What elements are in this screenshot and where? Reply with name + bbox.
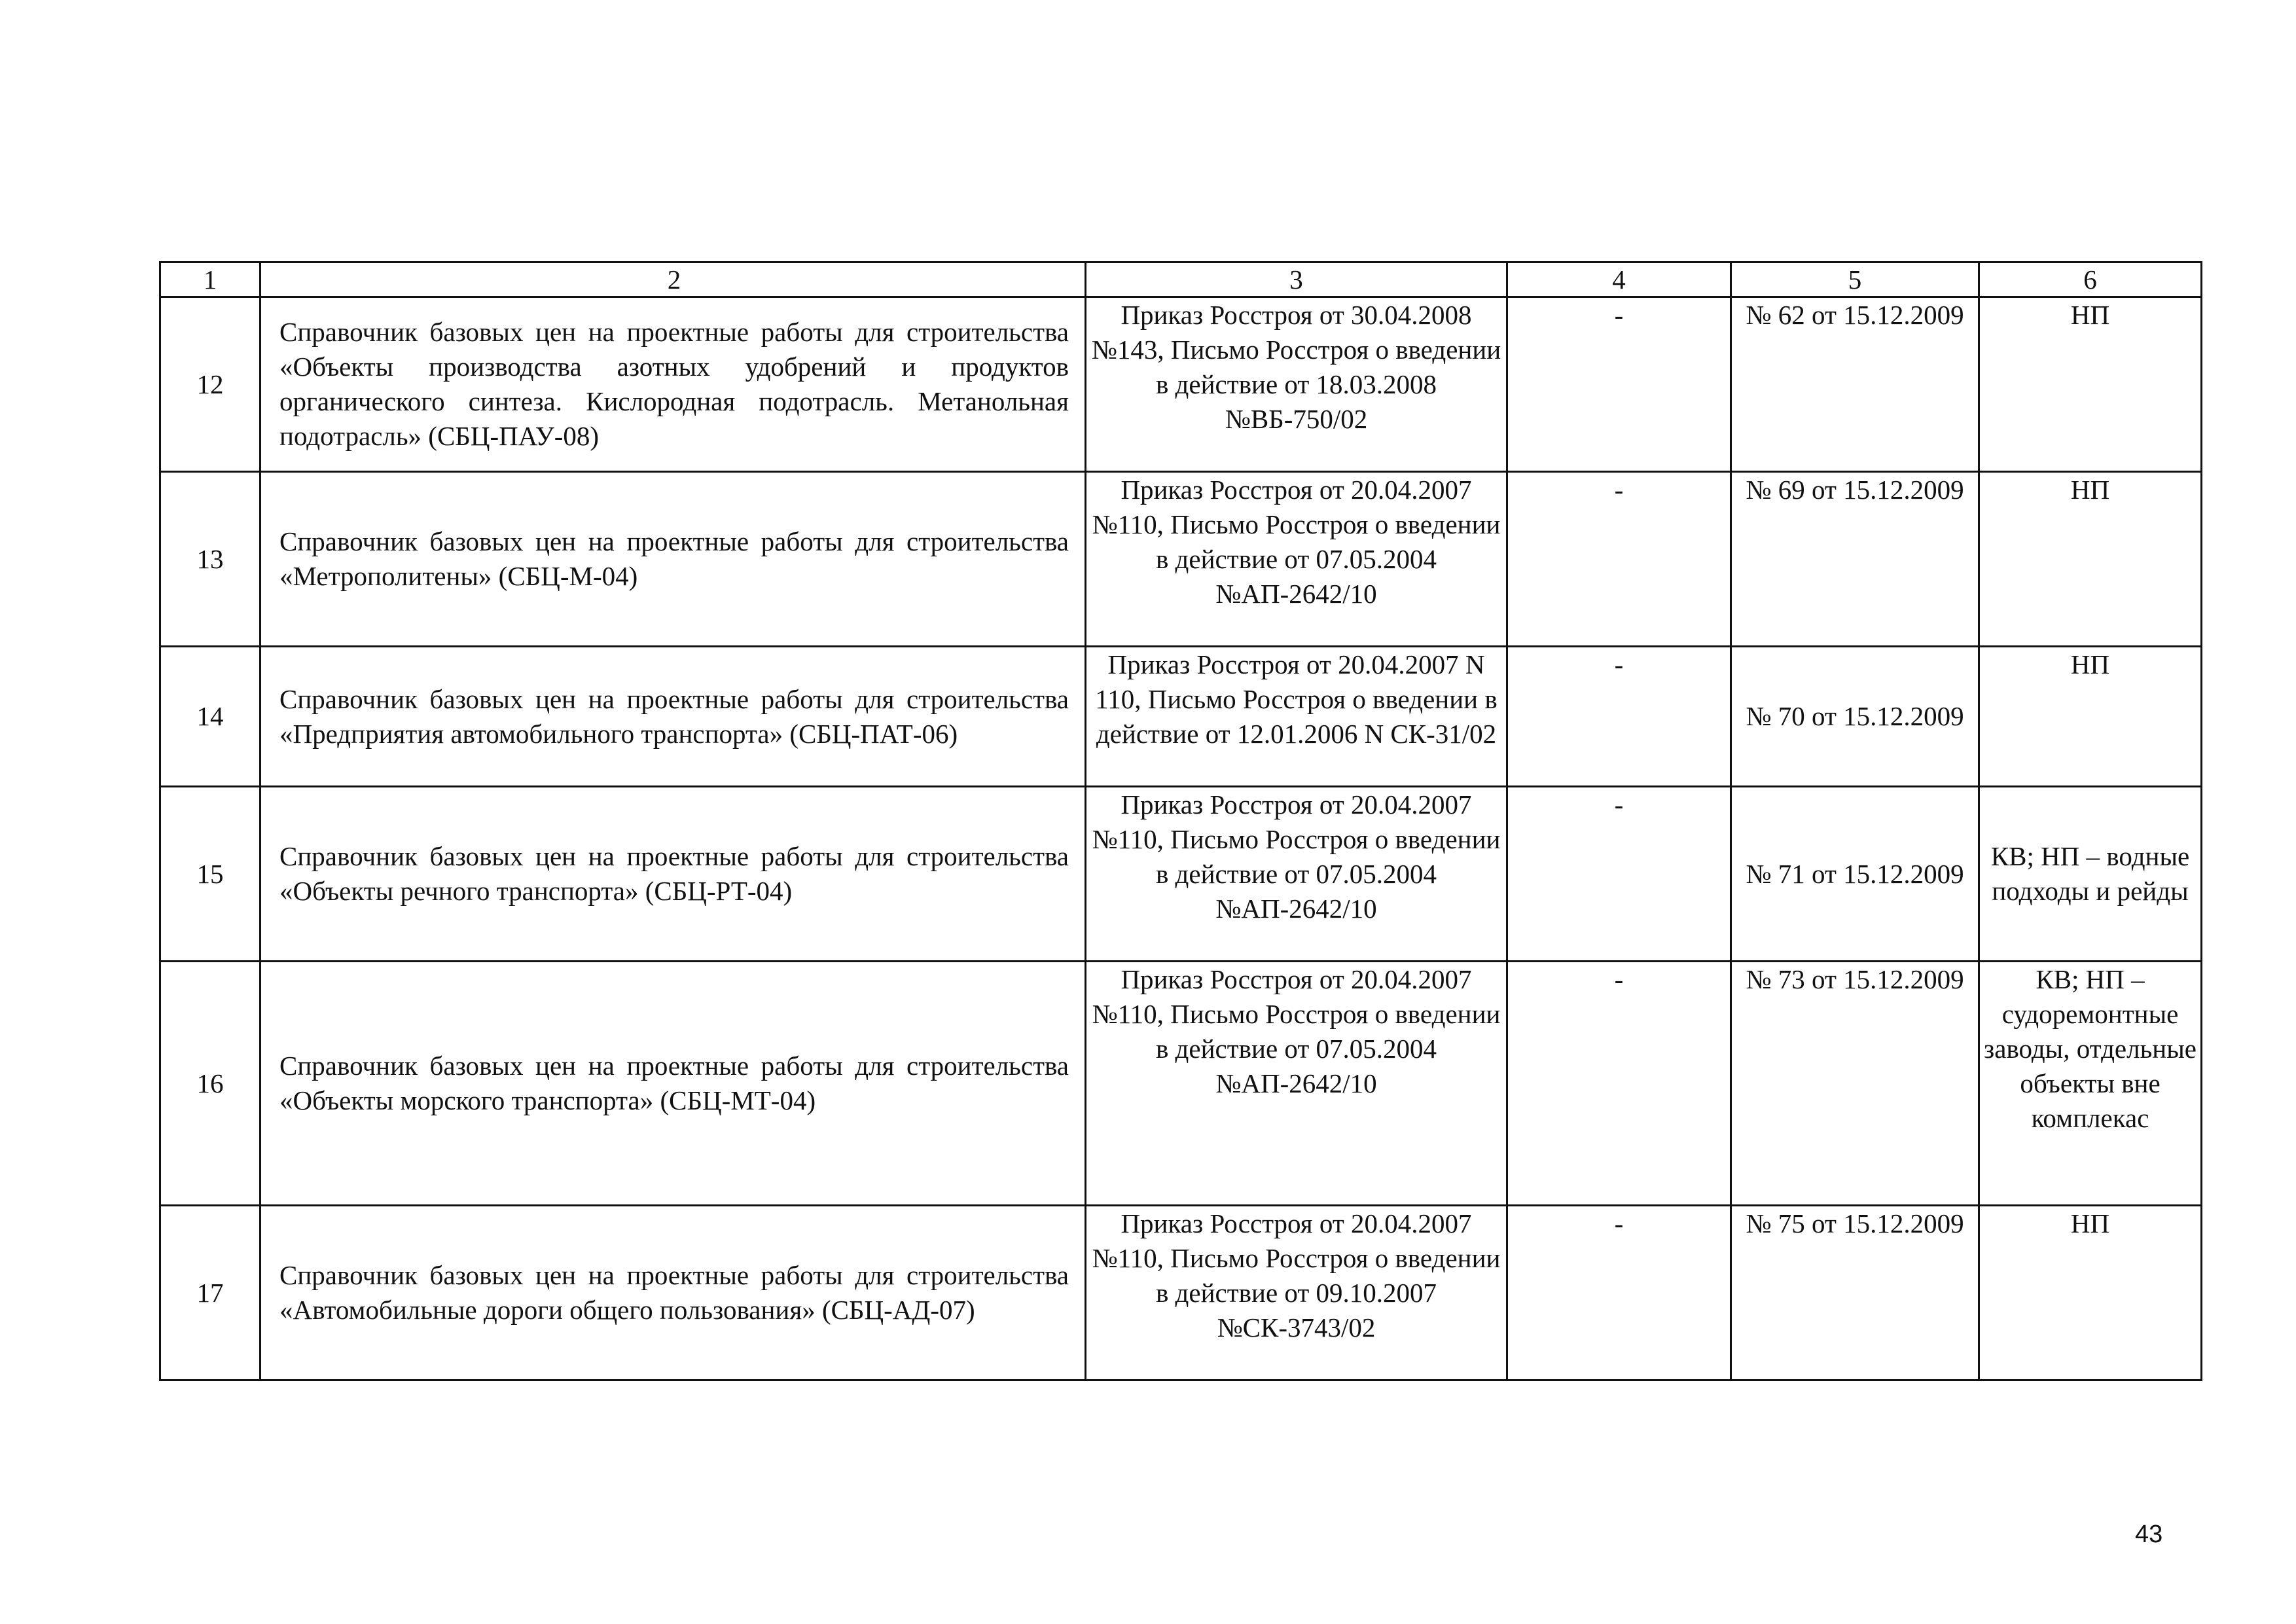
table-row [160,647,2202,787]
note: НП [1979,647,2202,787]
note: НП [1979,297,2202,472]
note: НП [1979,1206,2202,1380]
page-number: 43 [2135,1521,2163,1548]
letter-ref: № 62 от 15.12.2009 [1731,297,1979,472]
table-header-row [160,262,2202,297]
letter-ref: № 71 от 15.12.2009 [1731,787,1979,962]
column-header: 2 [260,262,1086,297]
col4-value: - [1507,1206,1731,1380]
row-number: 17 [160,1206,260,1380]
row-number: 15 [160,787,260,962]
reference-title: Справочник базовых цен на проектные работы для строительства «Автомобильные дороги общего пользования» (СБЦ-АД-07) [260,1206,1086,1380]
letter-ref: № 69 от 15.12.2009 [1731,472,1979,647]
registry-table [159,261,2202,1381]
note: КВ; НП – судоремонтные заводы, отдельные объекты вне комплекас [1979,962,2202,1206]
col4-value: - [1507,647,1731,787]
order-details: Приказ Росстроя от 20.04.2007 №110, Письмо Росстроя о введении в действие от 07.05.2004 №АП-2642/10 [1086,472,1507,647]
col4-value: - [1507,472,1731,647]
column-header: 4 [1507,262,1731,297]
row-number: 14 [160,647,260,787]
order-details: Приказ Росстроя от 30.04.2008 №143, Письмо Росстроя о введении в действие от 18.03.2008 №ВБ-750/02 [1086,297,1507,472]
letter-ref: № 70 от 15.12.2009 [1731,647,1979,787]
col4-value: - [1507,297,1731,472]
column-header: 3 [1086,262,1507,297]
order-details: Приказ Росстроя от 20.04.2007 №110, Письмо Росстроя о введении в действие от 09.10.2007 №СК-3743/02 [1086,1206,1507,1380]
column-header: 6 [1979,262,2202,297]
reference-title: Справочник базовых цен на проектные работы для строительства «Объекты речного транспорта» (СБЦ-РТ-04) [260,787,1086,962]
reference-title: Справочник базовых цен на проектные работы для строительства «Предприятия автомобильного транспорта» (СБЦ-ПАТ-06) [260,647,1086,787]
note: КВ; НП – водные подходы и рейды [1979,787,2202,962]
reference-title: Справочник базовых цен на проектные работы для строительства «Метрополитены» (СБЦ-М-04) [260,472,1086,647]
column-header: 5 [1731,262,1979,297]
row-number: 16 [160,962,260,1206]
note: НП [1979,472,2202,647]
table-row [160,472,2202,647]
column-header: 1 [160,262,260,297]
order-details: Приказ Росстроя от 20.04.2007 N 110, Письмо Росстроя о введении в действие от 12.01.2006 N СК-31/02 [1086,647,1507,787]
row-number: 13 [160,472,260,647]
row-number: 12 [160,297,260,472]
letter-ref: № 73 от 15.12.2009 [1731,962,1979,1206]
letter-ref: № 75 от 15.12.2009 [1731,1206,1979,1380]
table-row [160,297,2202,472]
reference-title: Справочник базовых цен на проектные работы для строительства «Объекты производства азотных удобрений и продуктов органического синтеза. Кислородная подотрасль. Метанольная подотрасль» (СБЦ-ПАУ-08) [260,297,1086,472]
table-row [160,962,2202,1206]
order-details: Приказ Росстроя от 20.04.2007 №110, Письмо Росстроя о введении в действие от 07.05.2004 №АП-2642/10 [1086,787,1507,962]
order-details: Приказ Росстроя от 20.04.2007 №110, Письмо Росстроя о введении в действие от 07.05.2004 №АП-2642/10 [1086,962,1507,1206]
table-row [160,1206,2202,1380]
table-row [160,787,2202,962]
reference-title: Справочник базовых цен на проектные работы для строительства «Объекты морского транспорта» (СБЦ-МТ-04) [260,962,1086,1206]
col4-value: - [1507,962,1731,1206]
col4-value: - [1507,787,1731,962]
